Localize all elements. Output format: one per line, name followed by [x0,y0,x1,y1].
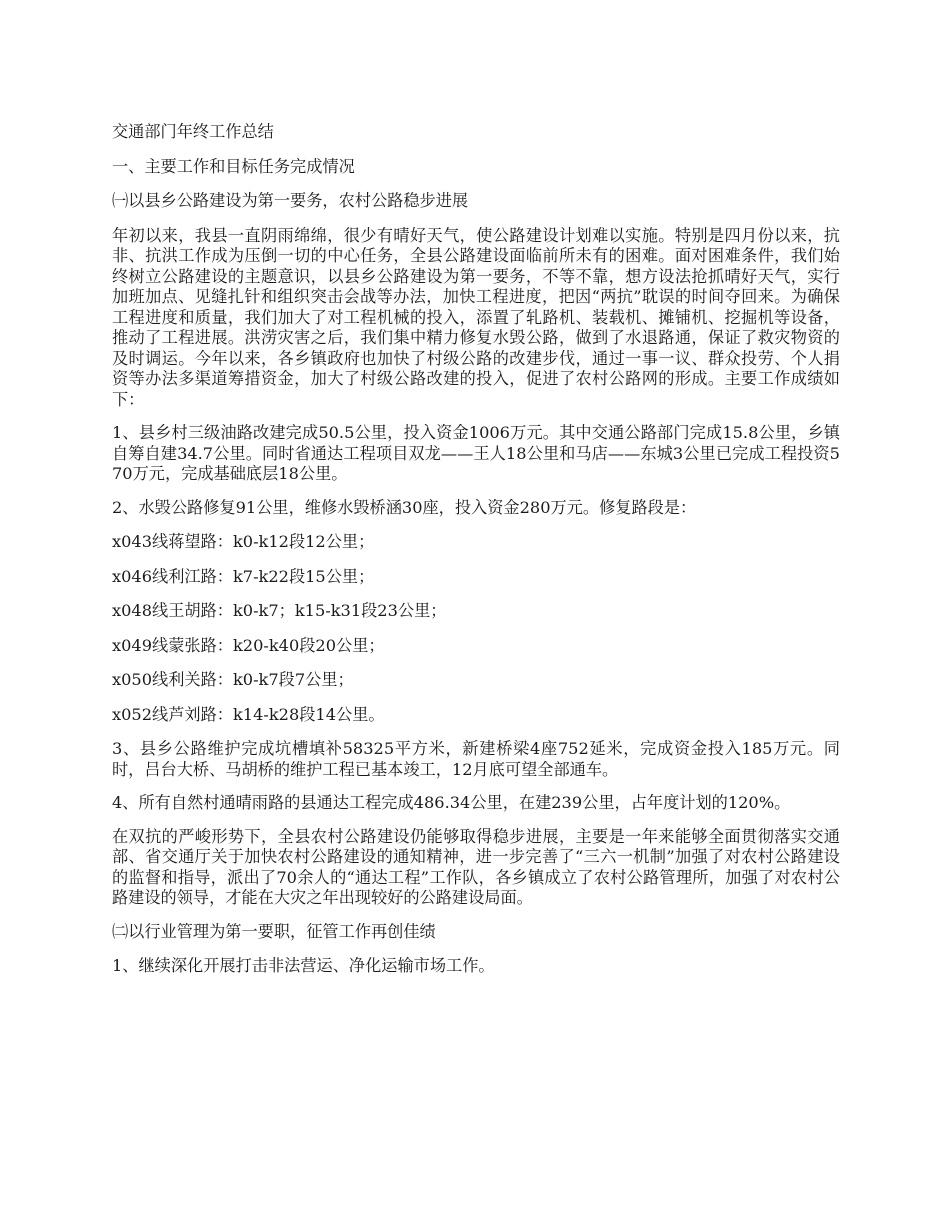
document-title: 交通部门年终工作总结 [112,122,274,141]
paragraph-item-4: 4、所有自然村通晴雨路的县通达工程完成486.34公里，在建239公里，占年度计划的120%。 [112,793,791,812]
section-heading-1: 一、主要工作和目标任务完成情况 [112,156,355,176]
paragraph-item-2: 2、水毁公路修复91公里，维修水毁桥涵30座，投入资金280万元。修复路段是： [112,497,697,517]
road-section-x052: x052线芦刘路：k14-k28段14公里。 [112,704,385,724]
road-section-x043: x043线蒋望路：k0-k12段12公里； [112,532,375,551]
paragraph-summary: 在双抗的严峻形势下，全县农村公路建设仍能够取得稳步进展，主要是一年来能够全面贯彻落实交通部、省交通厅关于加快农村公路建设的通知精神，进一步完善了“三六一机制”加强了对农村公路建设的监督和指导，派出了70余人的“通达工程”工作队，各乡镇成立了农村公路管理所，加强了对农村公路建设的领导，才能在大灾之年出现较好的公路建设局面。 [112,826,840,907]
road-section-x050: x050线利关路：k0-k7段7公里； [112,670,354,689]
paragraph-item-1: 1、县乡村三级油路改建完成50.5公里，投入资金1006万元。其中交通公路部门完成15.8公里，乡镇自筹自建34.7公里。同时省通达工程项目双龙——王人18公里和马店——东城3公里已完成工程投资570万元，完成基础底层18公里。 [112,423,840,483]
road-section-x048: x048线王胡路：k0-k7；k15-k31段23公里； [112,601,447,620]
road-section-x046: x046线利江路：k7-k22段15公里； [112,566,375,586]
subsection-heading-2: ㈡以行业管理为第一要职，征管工作再创佳绩 [112,921,436,941]
paragraph-intro: 年初以来，我县一直阴雨绵绵，很少有晴好天气，使公路建设计划难以实施。特别是四月份以来，抗非、抗洪工作成为压倒一切的中心任务，全县公路建设面临前所未有的困难。面对困难条件，我们始终树立公路建设的主题意识，以县乡公路建设为第一要务，不等不靠，想方设法抢抓晴好天气，实行加班加点、见缝扎针和组织突击会战等办法，加快工程进度，把因“两抗”耽误的时间夺回来。为确保工程进度和质量，我们加大了对工程机械的投入，添置了轧路机、装载机、摊铺机、挖掘机等设备，推动了工程进展。洪涝灾害之后，我们集中精力修复水毁公路，做到了水退路通，保证了救灾物资的及时调运。今年以来，各乡镇政府也加快了村级公路的改建步伐，通过一事一议、群众投劳、个人捐资等办法多渠道筹措资金，加大了村级公路改建的投入，促进了农村公路网的形成。主要工作成绩如下： [112,225,840,409]
paragraph-item-3: 3、县乡公路维护完成坑槽填补58325平方米，新建桥梁4座752延米，完成资金投入185万元。同时，吕台大桥、马胡桥的维护工程已基本竣工，12月底可望全部通车。 [112,739,840,779]
road-section-x049: x049线蒙张路：k20-k40段20公里； [112,635,385,655]
document-body [112,122,840,991]
paragraph-item-management-1: 1、继续深化开展打击非法营运、净化运输市场工作。 [112,956,495,975]
subsection-heading-1: ㈠以县乡公路建设为第一要务，农村公路稳步进展 [112,191,469,210]
